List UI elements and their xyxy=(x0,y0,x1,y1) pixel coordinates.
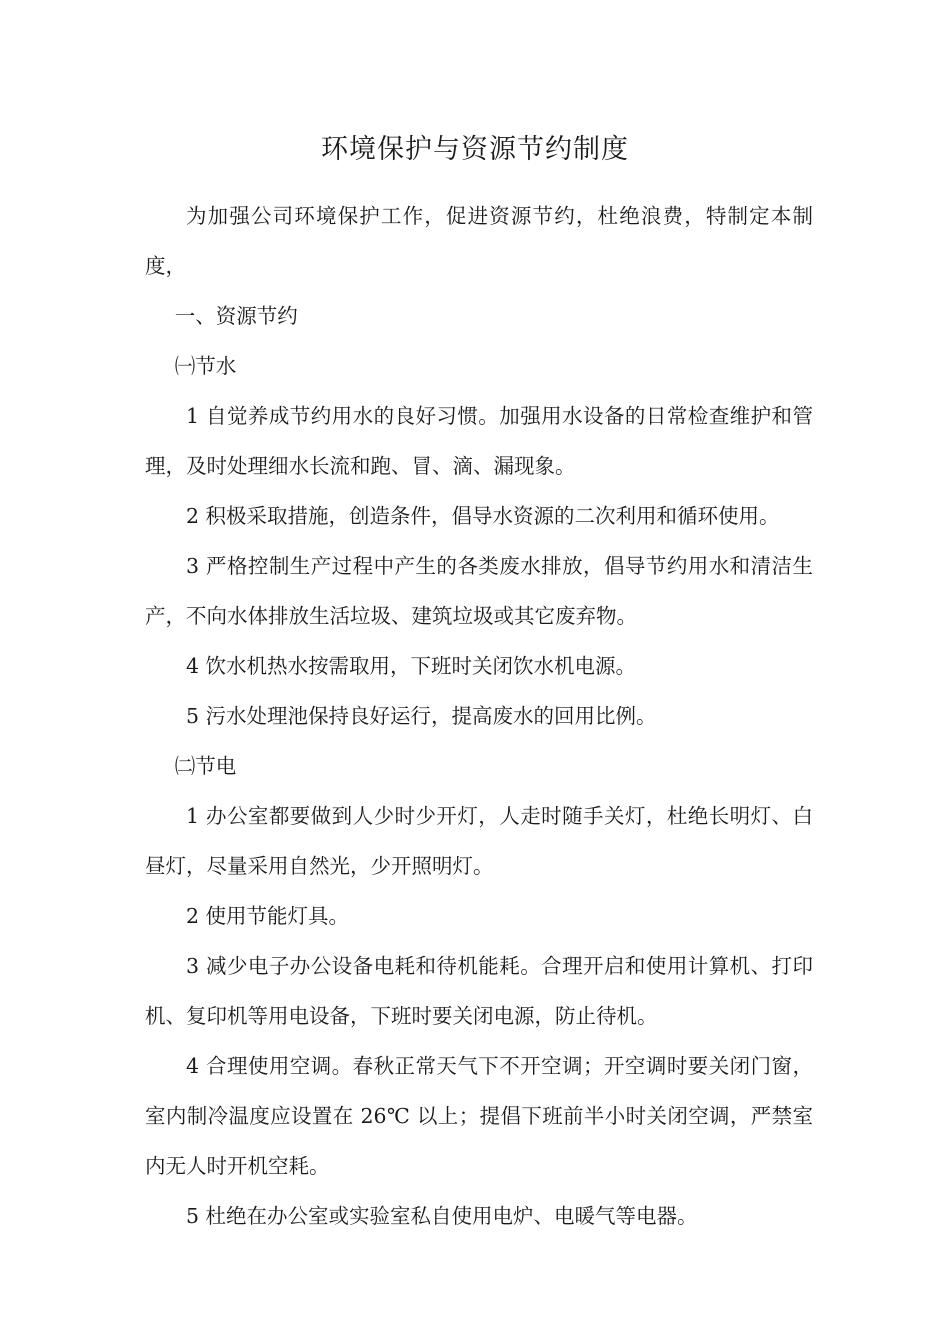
water-item-3: 3 严格控制生产过程中产生的各类废水排放，倡导节约用水和清洁生产，不向水体排放生活垃圾、建筑垃圾或其它废弃物。 xyxy=(145,554,813,628)
power-item-2: 2 使用节能灯具。 xyxy=(186,904,350,928)
water-item-5: 5 污水处理池保持良好运行，提高废水的回用比例。 xyxy=(186,704,657,728)
document-body xyxy=(145,191,813,1241)
subsection-heading-power-saving: ㈡节电 xyxy=(174,754,237,778)
power-item-4: 4 合理使用空调。春秋正常天气下不开空调；开空调时要关闭门窗，室内制冷温度应设置在 26℃ 以上；提倡下班前半小时关闭空调，严禁室内无人时开机空耗。 xyxy=(145,1054,813,1178)
water-item-2: 2 积极采取措施，创造条件，倡导水资源的二次利用和循环使用。 xyxy=(186,504,780,528)
intro-paragraph: 为加强公司环境保护工作，促进资源节约，杜绝浪费，特制定本制度， xyxy=(145,204,813,278)
power-item-5: 5 杜绝在办公室或实验室私自使用电炉、电暖气等电器。 xyxy=(186,1204,698,1228)
power-item-1: 1 办公室都要做到人少时少开灯，人走时随手关灯，杜绝长明灯、白昼灯，尽量采用自然光，少开照明灯。 xyxy=(145,804,813,878)
power-item-3: 3 减少电子办公设备电耗和待机能耗。合理开启和使用计算机、打印机、复印机等用电设备，下班时要关闭电源，防止待机。 xyxy=(145,954,813,1028)
subsection-heading-water-saving: ㈠节水 xyxy=(174,354,237,378)
water-item-4: 4 饮水机热水按需取用，下班时关闭饮水机电源。 xyxy=(186,654,637,678)
document-title: 环境保护与资源节约制度 xyxy=(321,134,629,165)
section-heading-resource-saving: 一、资源节约 xyxy=(174,304,298,328)
water-item-1: 1 自觉养成节约用水的良好习惯。加强用水设备的日常检查维护和管理，及时处理细水长流和跑、冒、滴、漏现象。 xyxy=(145,404,813,478)
